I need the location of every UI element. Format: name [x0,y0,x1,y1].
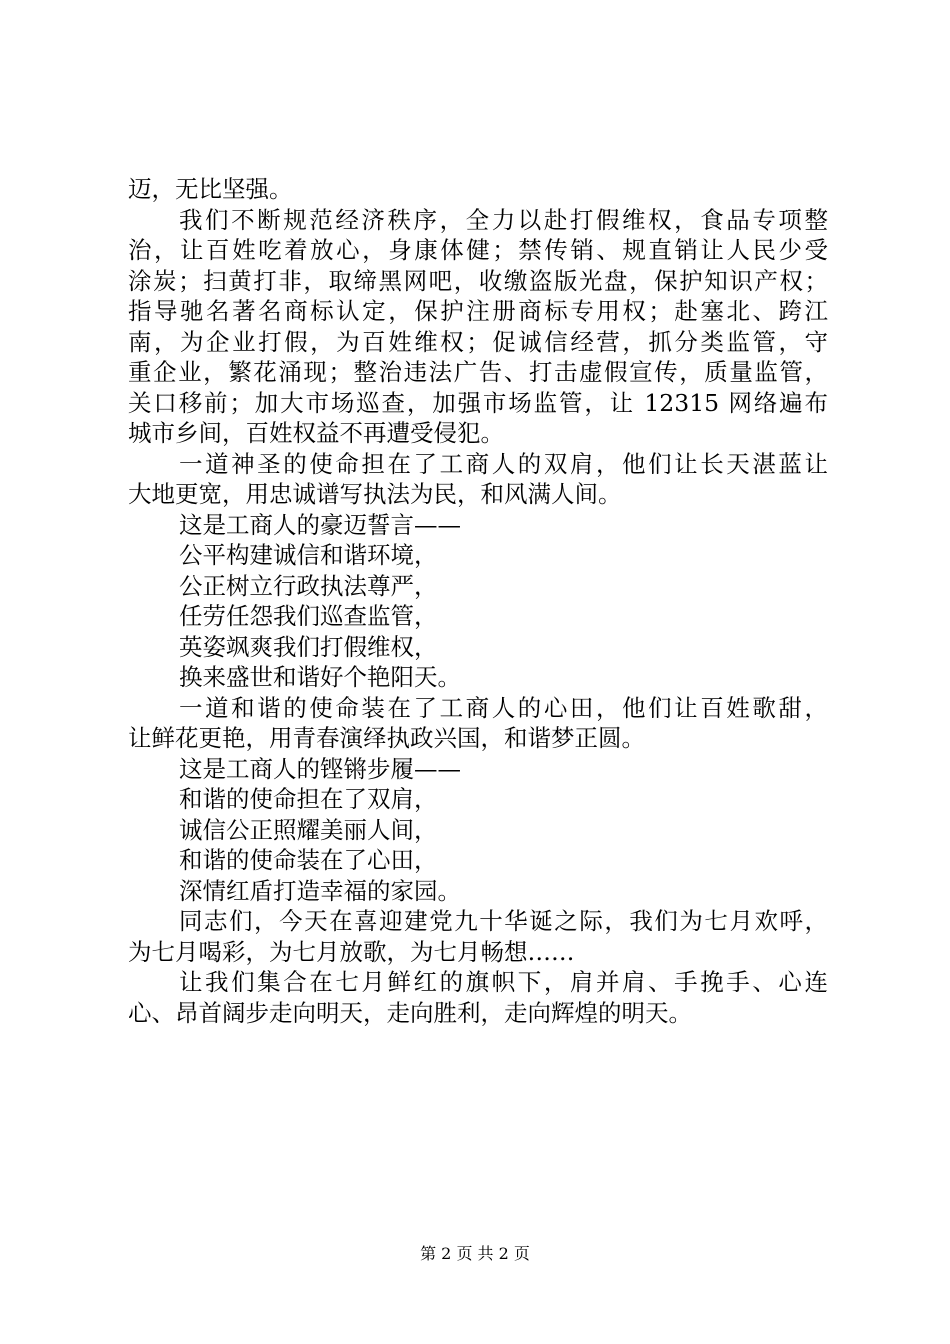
text-line: 和谐的使命装在了心田， [179,846,438,874]
text-line: 治，让百姓吃着放心，身康体健；禁传销、规直销让人民少受 [128,236,828,264]
text-line: 重企业，繁花涌现；整治违法广告、打击虚假宣传，质量监管， [128,358,828,386]
text-line: 迈，无比坚强。 [128,175,293,203]
text-line: 南，为企业打假，为百姓维权；促诚信经营，抓分类监管，守 [128,327,828,356]
text-line: 和谐的使命担在了双肩， [179,785,438,813]
text-line: 换来盛世和谐好个艳阳天。 [179,663,461,691]
text-line: 同志们，今天在喜迎建党九十华诞之际，我们为七月欢呼， [179,907,828,935]
text-line: 涂炭；扫黄打非，取缔黑网吧，收缴盗版光盘，保护知识产权； [128,266,828,295]
text-line: 公平构建诚信和谐环境， [179,541,438,569]
text-line: 一道和谐的使命装在了工商人的心田，他们让百姓歌甜， [179,693,828,722]
text-line: 公正树立行政执法尊严， [179,571,438,600]
text-line: 诚信公正照耀美丽人间， [179,815,438,844]
document-body [128,174,828,1028]
text-line: 指导驰名著名商标认定，保护注册商标专用权；赴塞北、跨江 [128,297,828,325]
text-line: 一道神圣的使命担在了工商人的双肩，他们让长天湛蓝让 [179,449,828,478]
text-line: 为七月喝彩，为七月放歌，为七月畅想…… [128,937,575,966]
text-line: 我们不断规范经济秩序，全力以赴打假维权，食品专项整 [179,205,828,234]
page-number-label: 第 2 页 共 2 页 [420,1244,530,1263]
text-line: 大地更宽，用忠诚谱写执法为民，和风满人间。 [128,480,622,508]
text-line: 心、昂首阔步走向明天，走向胜利，走向辉煌的明天。 [128,998,692,1027]
page-footer [0,1244,950,1264]
text-line: 这是工商人的豪迈誓言—— [179,510,461,539]
text-line: 英姿飒爽我们打假维权， [179,632,438,661]
text-line: 让我们集合在七月鲜红的旗帜下，肩并肩、手挽手、心连 [179,968,828,996]
text-line: 深情红盾打造幸福的家园。 [179,876,461,905]
text-line: 让鲜花更艳，用青春演绎执政兴国，和谐梦正圆。 [128,724,645,752]
text-line: 任劳任怨我们巡查监管， [179,602,438,630]
text-line: 城市乡间，百姓权益不再遭受侵犯。 [128,419,504,447]
text-line: 这是工商人的铿锵步履—— [179,754,461,783]
text-line: 关口移前；加大市场巡查，加强市场监管，让 12315 网络遍布 [128,388,828,417]
